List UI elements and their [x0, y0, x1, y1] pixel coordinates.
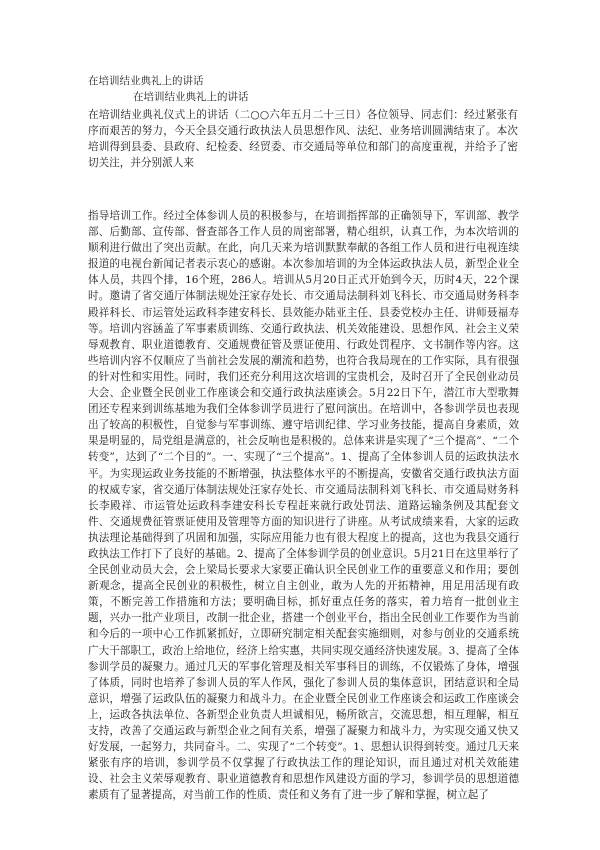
body-paragraph: 指导培训工作。经过全体参训人员的积极参与，在培训指挥部的正确领导下，军训部、教学部、后勤部、宣传部、督查部各工作人员的周密部署，精心组织，认真工作，为本次培训的顺利进行做出了突出贡献。在此，向几天来为培训默默奉献的各组工作人员和进行电视连续报道的电视台新闻记者表示衷心的感谢。本次参加培训的为全体运政执法人员，新型企业全体人员，共四个排，16个班，286人。培训从5月20日正式开始到今天，历时4天，22个课时。邀请了省交通厅体制法规处汪家存处长、市交通局法制科刘飞科长、市交通局财务科李殿祥科长、市运管处运政科李建安科长、县效能办陆亚主任、县委党校办主任、讲师聂福寿等。培训内容涵盖了军事素质训练、交通行政执法、机关效能建设、思想作风、社会主义荣辱观教育、职业道德教育、交通规费征管及票证使用、行政处罚程序、文书制作等内容。这些培训内容不仅顺应了当前社会发展的潮流和趋势，也符合我局现在的工作实际，具有很强的针对性和实用性。同时，我们还充分利用这次培训的宝贵机会，及时召开了全民创业动员大会、企业暨全民创业工作座谈会和交通行政执法座谈会。5月22日下午，潜江市大型歌舞团还专程来到训练基地为我们全体参训学员进行了慰问演出。在培训中，各参训学员也表现出了较高的积极性，自觉参与军事训练、遵守培训纪律、学习业务技能，提高自身素质，效果是明显的，局党组是满意的，社会反响也是积极的。总体来讲是实现了“三个提高”、“二个转变”，达到了“二个目的”。一、实现了“三个提高”。1、提高了全体参训人员的运政执法水平。为实现运政业务技能的不断增强，执法整体水平的不断提高，安徽省交通行政执法方面的权威专家，省交通厅体制法规处汪家存处长、市交通局法制科刘飞科长、市交通局财务科长李殿祥、市运管处运政科李建安科长专程赶来就行政处罚法、道路运输条例及其配套文件、交通规费征管票证使用及管理等方面的知识进行了讲座。从考试成绩来看，大家的运政执法理论基础得到了巩固和加强，实际应用能力也有很大程度上的提高，这也为我县交通行政执法工作打下了良好的基础。2、提高了全体参训学员的创业意识。5月21日在这里举行了全民创业动员大会，会上梁局长要求大家要正确认识全民创业工作的重要意义和作用；要创新观念，提高全民创业的积极性，树立自主创业，敢为人先的开拓精神，用足用活现有政策，不断完善工作措施和方法；要明确目标，抓好重点任务的落实，着力培育一批创业主题，兴办一批产业项目，改制一批企业，搭建一个创业平台，指出全民创业工作要作为当前和今后的一项中心工作抓紧抓好，立即研究制定相关配套实施细则，对参与创业的交通系统广大干部职工，政治上给地位，经济上给实惠，共同实现交通经济快速发展。3、提高了全体参训学员的凝聚力。通过几天的军事化管理及相关军事科目的训练，不仅锻炼了身体，增强了体质，同时也培养了参训人员的军人作风，强化了参训人员的集体意识，团结意识和全局意识，增强了运政队伍的凝聚力和战斗力。在企业暨全民创业工作座谈会和运政工作座谈会上，运政各执法单位、各新型企业负责人坦诚相见，畅所欲言，交流思想，相互理解，相互支持，改善了交通运政与新型企业之间有关系，增强了凝聚力和战斗力，为实现交通又快又好发展，一起努力，共同奋斗。二、实现了“二个转变”。1、思想认识得到转变。通过几天来紧张有序的培训，参训学员不仅掌握了行政执法工作的理论知识，而且通过对机关效能建设、社会主义荣辱观教育、职业道德教育和思想作风建设方面的学习，参训学员的思想道德素质有了显著提高，对当前工作的性质、责任和义务有了进一步了解和掌握，树立起了 [88, 210, 519, 802]
document-subtitle: 在培训结业典礼上的讲话 [133, 91, 249, 103]
document-title: 在培训结业典礼上的讲话 [88, 75, 204, 87]
intro-paragraph: 在培训结业典礼仪式上的讲话（二○○六年五月二十三日）各位领导、同志们：经过紧张有序而艰苦的努力，今天全县交通行政执法人员思想作风、法纪、业务培训圆满结束了。本次培训得到县委、县政府、纪检委、经贸委、市交通局等单位和部门的高度重视，并给予了密切关注，并分别派人来 [88, 109, 518, 169]
